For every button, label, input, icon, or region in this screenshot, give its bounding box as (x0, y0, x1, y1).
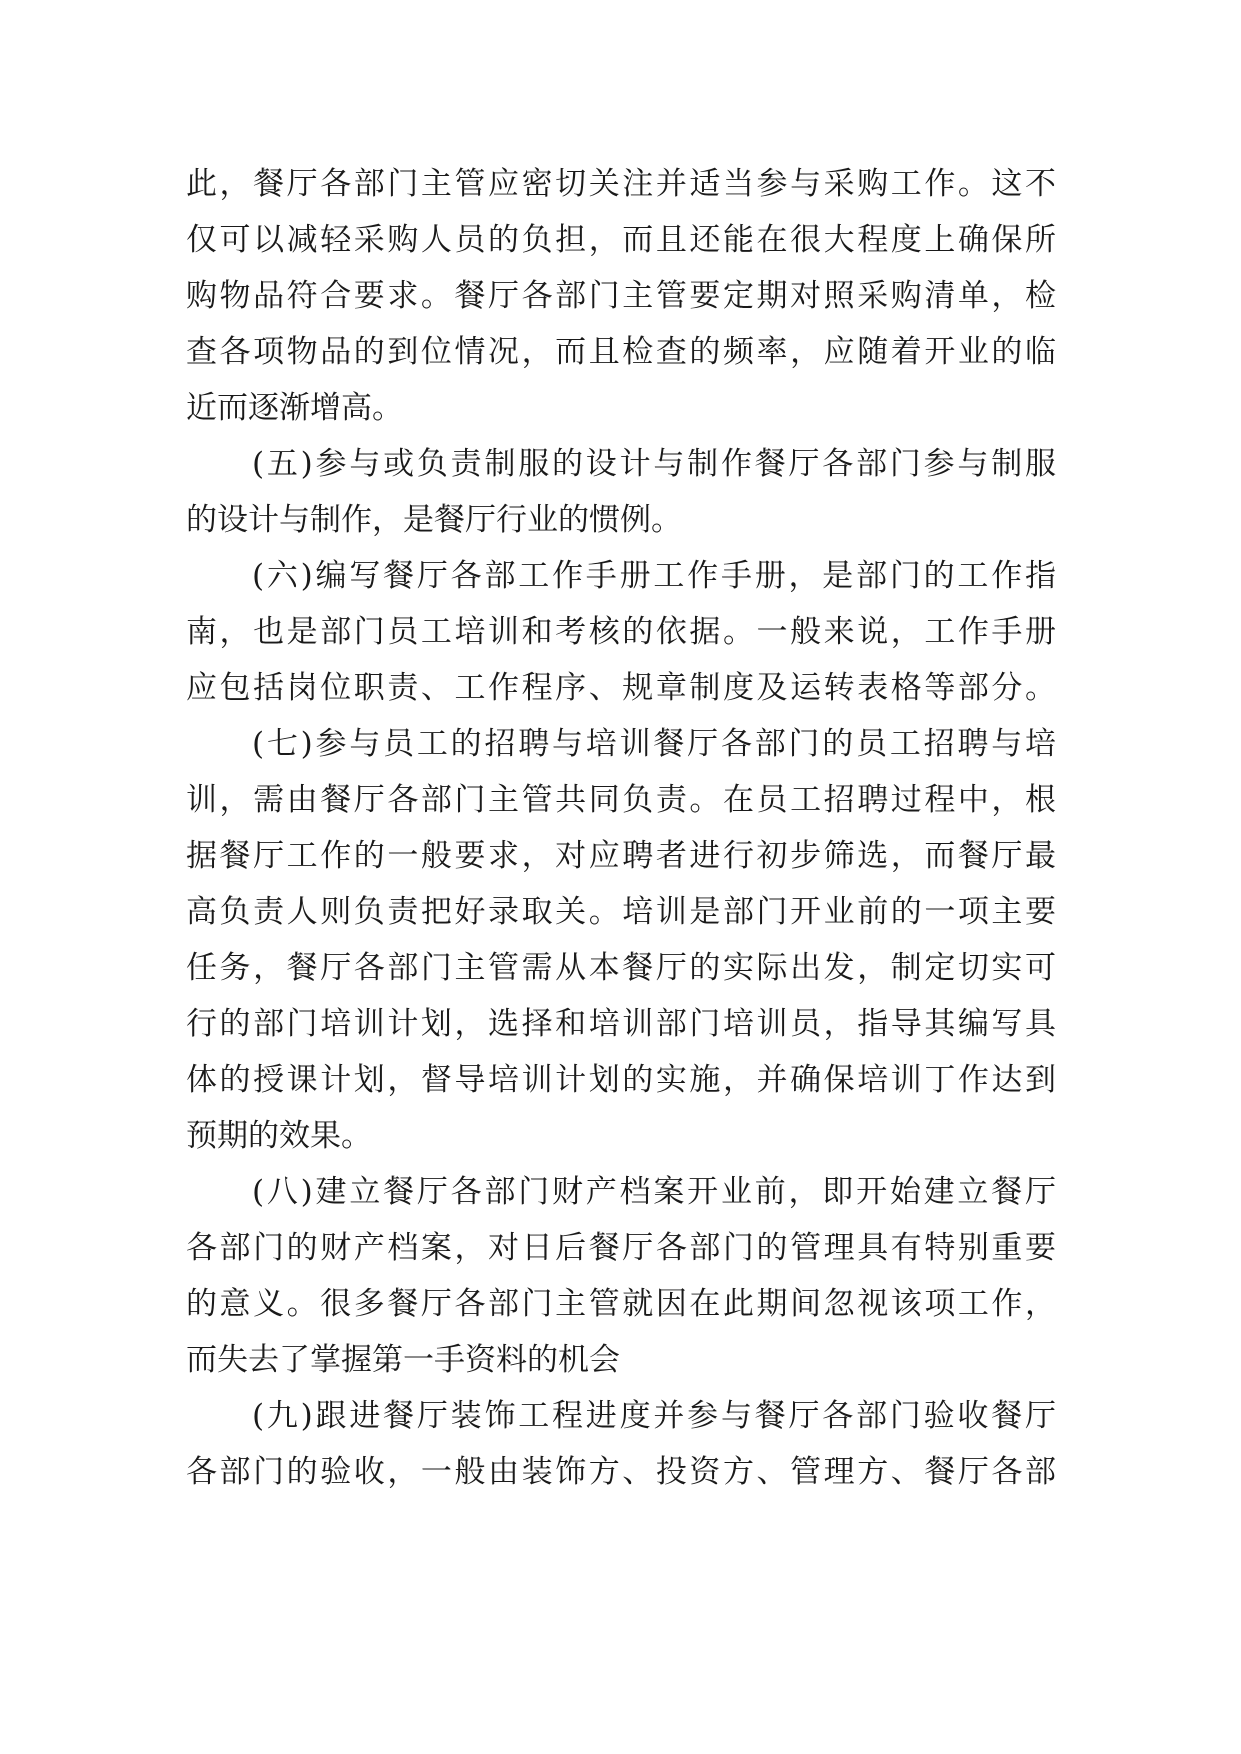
text-line: 仅可以减轻采购人员的负担，而且还能在很大程度上确保所 (186, 222, 1056, 258)
text-line: 的意义。很多餐厅各部门主管就因在此期间忽视该项工作， (186, 1286, 1056, 1322)
text-line: 查各项物品的到位情况，而且检查的频率，应随着开业的临 (186, 334, 1056, 370)
text-line: 据餐厅工作的一般要求，对应聘者进行初步筛选，而餐厅最 (186, 838, 1056, 874)
text-line: 训，需由餐厅各部门主管共同负责。在员工招聘过程中，根 (186, 782, 1056, 818)
text-line: 行的部门培训计划，选择和培训部门培训员，指导其编写具 (186, 1006, 1056, 1042)
text-line: 高负责人则负责把好录取关。培训是部门开业前的一项主要 (186, 894, 1056, 930)
text-line: 近而逐渐增高。 (186, 390, 403, 426)
text-line: 任务，餐厅各部门主管需从本餐厅的实际出发，制定切实可 (186, 950, 1056, 986)
section-heading-line: (六)编写餐厅各部工作手册工作手册，是部门的工作指 (252, 558, 1056, 594)
text-line: 此，餐厅各部门主管应密切关注并适当参与采购工作。这不 (186, 166, 1056, 202)
section-heading-line: (八)建立餐厅各部门财产档案开业前，即开始建立餐厅 (252, 1174, 1056, 1210)
text-line: 预期的效果。 (186, 1118, 372, 1154)
text-line: 购物品符合要求。餐厅各部门主管要定期对照采购清单，检 (186, 278, 1056, 314)
text-line: 应包括岗位职责、工作程序、规章制度及运转表格等部分。 (186, 670, 1056, 706)
section-heading-line: (七)参与员工的招聘与培训餐厅各部门的员工招聘与培 (252, 726, 1056, 762)
text-line: 而失去了掌握第一手资料的机会 (186, 1342, 620, 1378)
body-text (186, 156, 1056, 1500)
text-line: 南，也是部门员工培训和考核的依据。一般来说，工作手册 (186, 614, 1056, 650)
text-line: 各部门的财产档案，对日后餐厅各部门的管理具有特别重要 (186, 1230, 1056, 1266)
section-heading-line: (九)跟进餐厅装饰工程进度并参与餐厅各部门验收餐厅 (252, 1398, 1056, 1434)
text-line: 体的授课计划，督导培训计划的实施，并确保培训丁作达到 (186, 1062, 1056, 1098)
text-line: 的设计与制作，是餐厅行业的惯例。 (186, 502, 682, 538)
section-heading-line: (五)参与或负责制服的设计与制作餐厅各部门参与制服 (252, 446, 1056, 482)
text-line: 各部门的验收，一般由装饰方、投资方、管理方、餐厅各部 (186, 1454, 1056, 1490)
